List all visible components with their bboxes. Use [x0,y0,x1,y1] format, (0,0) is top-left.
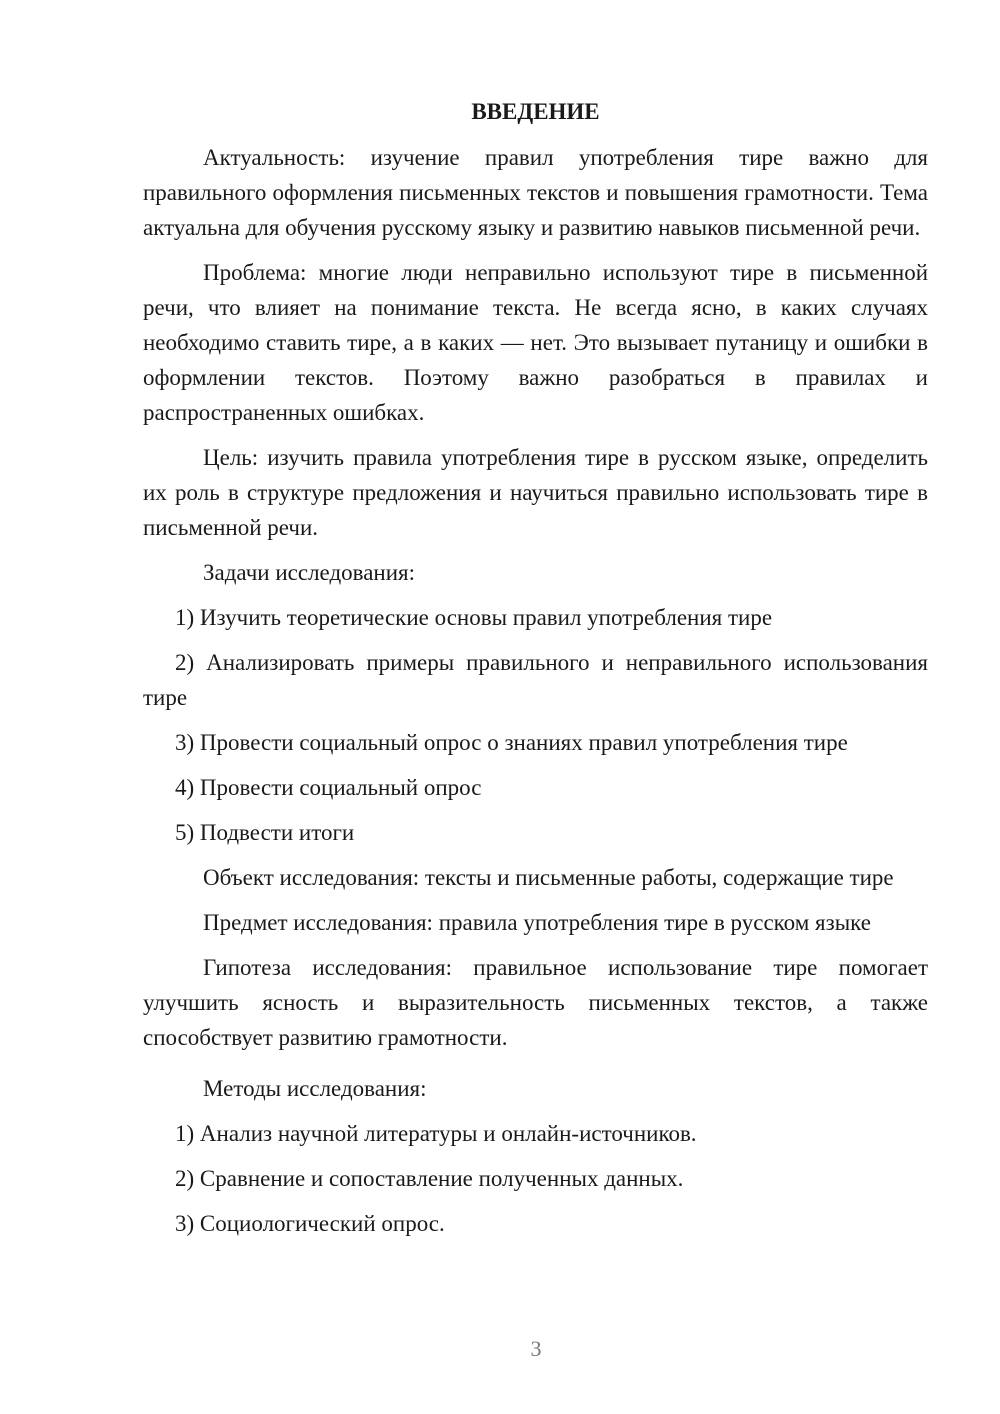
page-title: ВВЕДЕНИЕ [471,99,600,124]
goal-paragraph: Цель: изучить правила употребления тире в русском языке, определить их роль в структуре предложения и научиться правильно использовать тире в письменной речи. [143,445,928,540]
task-item: 1) Изучить теоретические основы правил употребления тире [175,605,773,630]
task-item: 2) Анализировать примеры правильного и неправильного использования тире [143,650,928,710]
page-content [143,94,928,1251]
method-item: 2) Сравнение и сопоставление полученных данных. [175,1166,684,1191]
problem-paragraph: Проблема: многие люди неправильно используют тире в письменной речи, что влияет на понимание текста. Не всегда ясно, в каких случаях необходимо ставить тире, а в каких — нет. Это вызывает путаницу и ошибки в оформлении текстов. Поэтому важно разобраться в правилах и распространенных ошибках. [143,260,928,425]
page-number: 3 [530,1336,542,1361]
tasks-heading: Задачи исследования: [203,560,416,585]
task-item: 4) Провести социальный опрос [175,775,482,800]
subject-paragraph: Предмет исследования: правила употребления тире в русском языке [203,910,871,935]
methods-heading: Методы исследования: [203,1076,427,1101]
hypothesis-paragraph: Гипотеза исследования: правильное использование тире помогает улучшить ясность и выразительность письменных текстов, а также способствует развитию грамотности. [143,955,928,1050]
relevance-paragraph: Актуальность: изучение правил употребления тире важно для правильного оформления письменных текстов и повышения грамотности. Тема актуальна для обучения русскому языку и развитию навыков письменной речи. [143,145,928,240]
object-paragraph: Объект исследования: тексты и письменные работы, содержащие тире [203,865,894,890]
method-item: 1) Анализ научной литературы и онлайн-источников. [175,1121,697,1146]
task-item: 3) Провести социальный опрос о знаниях правил употребления тире [175,730,848,755]
task-item: 5) Подвести итоги [175,820,355,845]
method-item: 3) Социологический опрос. [175,1211,445,1236]
